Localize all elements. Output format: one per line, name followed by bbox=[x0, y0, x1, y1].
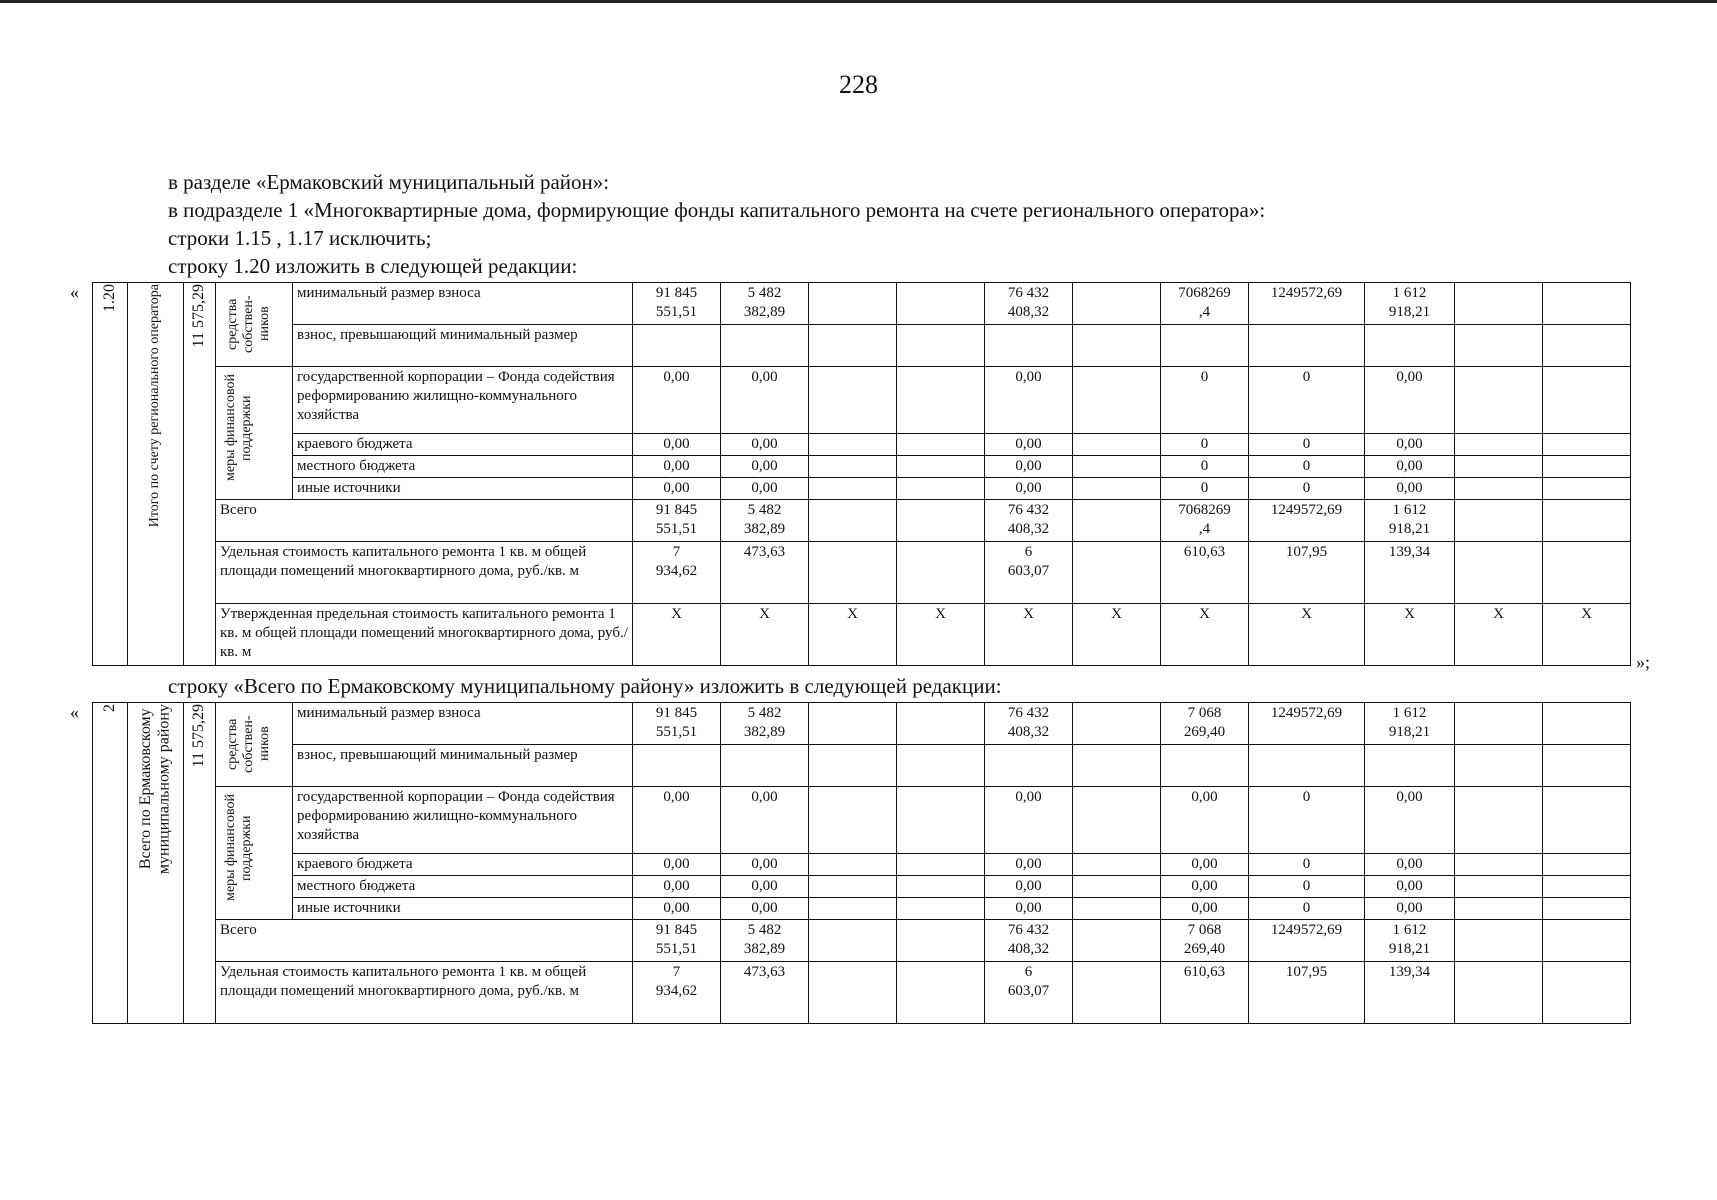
value-cell: 7068269 ,4 bbox=[1161, 283, 1249, 325]
value-cell: 0 bbox=[1249, 367, 1365, 434]
value-cell: 7 068 269,40 bbox=[1161, 920, 1249, 962]
value-cell bbox=[1249, 325, 1365, 367]
value-cell bbox=[1543, 962, 1631, 1024]
page-number: 228 bbox=[839, 70, 878, 99]
value-cell: 91 845 551,51 bbox=[633, 920, 721, 962]
value-cell bbox=[809, 787, 897, 854]
value-cell bbox=[897, 325, 985, 367]
value-cell bbox=[1455, 542, 1543, 604]
close-quote-1: »; bbox=[1636, 652, 1651, 672]
value-cell: 107,95 bbox=[1249, 962, 1365, 1024]
value-cell: 1 612 918,21 bbox=[1365, 703, 1455, 745]
value-cell bbox=[1073, 898, 1161, 920]
value-cell bbox=[1073, 367, 1161, 434]
value-cell: 91 845 551,51 bbox=[633, 703, 721, 745]
value-cell bbox=[1455, 456, 1543, 478]
value-cell bbox=[1543, 542, 1631, 604]
label-regional: краевого бюджета bbox=[293, 434, 633, 456]
intro-line-3: строки 1.15 , 1.17 исключить; bbox=[168, 226, 432, 250]
value-cell bbox=[809, 920, 897, 962]
value-cell bbox=[1073, 500, 1161, 542]
value-cell bbox=[897, 434, 985, 456]
value-cell bbox=[1073, 703, 1161, 745]
value-cell bbox=[1455, 283, 1543, 325]
value-cell: 76 432 408,32 bbox=[985, 283, 1073, 325]
value-cell bbox=[1455, 920, 1543, 962]
label-min-fee: минимальный размер взноса bbox=[293, 283, 633, 325]
value-cell: 0,00 bbox=[721, 456, 809, 478]
value-cell bbox=[985, 745, 1073, 787]
value-cell: 0,00 bbox=[633, 876, 721, 898]
value-cell bbox=[1543, 434, 1631, 456]
value-cell: 0,00 bbox=[1365, 456, 1455, 478]
value-cell bbox=[897, 854, 985, 876]
row-number: 2 bbox=[100, 704, 118, 712]
value-cell bbox=[1455, 325, 1543, 367]
value-cell: 1249572,69 bbox=[1249, 283, 1365, 325]
value-cell: 0 bbox=[1249, 876, 1365, 898]
value-cell: 139,34 bbox=[1365, 962, 1455, 1024]
value-cell bbox=[809, 962, 897, 1024]
value-cell: X bbox=[1543, 604, 1631, 666]
value-cell bbox=[633, 745, 721, 787]
value-cell bbox=[1543, 367, 1631, 434]
open-quote-1: « bbox=[70, 282, 79, 302]
value-cell bbox=[897, 962, 985, 1024]
value-cell: 1249572,69 bbox=[1249, 703, 1365, 745]
value-cell: 5 482 382,89 bbox=[721, 920, 809, 962]
value-cell bbox=[1543, 478, 1631, 500]
value-cell: 0,00 bbox=[1365, 876, 1455, 898]
value-cell: 107,95 bbox=[1249, 542, 1365, 604]
value-cell: 5 482 382,89 bbox=[721, 283, 809, 325]
value-cell: X bbox=[985, 604, 1073, 666]
label-state-corp: государственной корпорации – Фонда содействия реформированию жилищно-коммунального хозяйства bbox=[293, 787, 633, 854]
value-cell: 76 432 408,32 bbox=[985, 920, 1073, 962]
value-cell: 610,63 bbox=[1161, 542, 1249, 604]
value-cell bbox=[1543, 500, 1631, 542]
value-cell bbox=[1455, 367, 1543, 434]
value-cell bbox=[1543, 456, 1631, 478]
value-cell bbox=[1455, 703, 1543, 745]
label-over-min: взнос, превышающий минимальный размер bbox=[293, 745, 633, 787]
value-cell: 0,00 bbox=[633, 367, 721, 434]
value-cell: 0,00 bbox=[721, 898, 809, 920]
group-owners-label: средства собствен-ников bbox=[225, 715, 273, 773]
value-cell: 0 bbox=[1161, 434, 1249, 456]
value-cell bbox=[1161, 325, 1249, 367]
value-cell bbox=[1455, 898, 1543, 920]
row-number-cell bbox=[93, 703, 128, 1024]
value-cell: 0 bbox=[1249, 854, 1365, 876]
value-cell bbox=[897, 876, 985, 898]
value-cell: 7 068 269,40 bbox=[1161, 703, 1249, 745]
value-cell: 6 603,07 bbox=[985, 962, 1073, 1024]
value-cell: 7068269 ,4 bbox=[1161, 500, 1249, 542]
group-support-cell bbox=[216, 787, 293, 920]
value-cell bbox=[1073, 876, 1161, 898]
value-cell bbox=[1455, 500, 1543, 542]
value-cell: 0 bbox=[1249, 478, 1365, 500]
value-cell: 0,00 bbox=[1161, 876, 1249, 898]
group-support-label: меры финансовой поддержки bbox=[223, 374, 255, 482]
value-cell: 0 bbox=[1249, 434, 1365, 456]
label-other: иные источники bbox=[293, 898, 633, 920]
value-cell: 0,00 bbox=[985, 787, 1073, 854]
value-cell: 0,00 bbox=[633, 787, 721, 854]
value-cell bbox=[1543, 854, 1631, 876]
group-owners-cell bbox=[216, 703, 293, 787]
value-cell: 5 482 382,89 bbox=[721, 703, 809, 745]
value-cell bbox=[1543, 787, 1631, 854]
value-cell bbox=[1543, 745, 1631, 787]
scan-top-border bbox=[0, 0, 1717, 3]
label-over-min: взнос, превышающий минимальный размер bbox=[293, 325, 633, 367]
intro-line-2: в подразделе 1 «Многоквартирные дома, формирующие фонды капитального ремонта на счете регионального оператора»: bbox=[168, 198, 1266, 222]
label-local: местного бюджета bbox=[293, 876, 633, 898]
value-cell bbox=[809, 745, 897, 787]
value-cell: 6 603,07 bbox=[985, 542, 1073, 604]
value-cell: 0,00 bbox=[985, 478, 1073, 500]
value-cell bbox=[1455, 787, 1543, 854]
value-cell bbox=[809, 703, 897, 745]
value-cell bbox=[1455, 876, 1543, 898]
row-name-cell bbox=[128, 283, 184, 666]
label-state-corp: государственной корпорации – Фонда содействия реформированию жилищно-коммунального хозяйства bbox=[293, 367, 633, 434]
value-cell bbox=[1073, 745, 1161, 787]
value-cell: 0,00 bbox=[721, 854, 809, 876]
value-cell: X bbox=[1365, 604, 1455, 666]
value-cell: X bbox=[721, 604, 809, 666]
value-cell: 0,00 bbox=[985, 898, 1073, 920]
value-cell bbox=[1455, 854, 1543, 876]
value-cell bbox=[897, 283, 985, 325]
group-owners-cell bbox=[216, 283, 293, 367]
value-cell: 0,00 bbox=[1161, 854, 1249, 876]
value-cell: 76 432 408,32 bbox=[985, 703, 1073, 745]
value-cell bbox=[809, 898, 897, 920]
value-cell: 76 432 408,32 bbox=[985, 500, 1073, 542]
value-cell: 0,00 bbox=[985, 367, 1073, 434]
total-area: 11 575,29 bbox=[190, 704, 208, 768]
value-cell: X bbox=[1455, 604, 1543, 666]
value-cell bbox=[1073, 920, 1161, 962]
value-cell bbox=[897, 542, 985, 604]
value-cell: 0,00 bbox=[1365, 367, 1455, 434]
value-cell: 1 612 918,21 bbox=[1365, 920, 1455, 962]
value-cell: 7 934,62 bbox=[633, 542, 721, 604]
value-cell: 0,00 bbox=[633, 478, 721, 500]
value-cell bbox=[1161, 745, 1249, 787]
value-cell bbox=[1073, 456, 1161, 478]
value-cell: 1 612 918,21 bbox=[1365, 500, 1455, 542]
value-cell bbox=[809, 367, 897, 434]
value-cell bbox=[1365, 745, 1455, 787]
area-cell bbox=[184, 283, 216, 666]
value-cell bbox=[809, 325, 897, 367]
value-cell bbox=[809, 854, 897, 876]
value-cell bbox=[1543, 283, 1631, 325]
value-cell: X bbox=[1073, 604, 1161, 666]
value-cell bbox=[897, 456, 985, 478]
value-cell bbox=[1543, 920, 1631, 962]
value-cell bbox=[809, 542, 897, 604]
value-cell: 473,63 bbox=[721, 962, 809, 1024]
label-total: Всего bbox=[216, 920, 633, 962]
value-cell bbox=[897, 898, 985, 920]
value-cell: 1249572,69 bbox=[1249, 920, 1365, 962]
label-total: Всего bbox=[216, 500, 633, 542]
value-cell bbox=[897, 478, 985, 500]
value-cell bbox=[1073, 854, 1161, 876]
value-cell: 473,63 bbox=[721, 542, 809, 604]
value-cell bbox=[1455, 434, 1543, 456]
value-cell bbox=[633, 325, 721, 367]
value-cell: 5 482 382,89 bbox=[721, 500, 809, 542]
value-cell: 0,00 bbox=[721, 478, 809, 500]
label-min-fee: минимальный размер взноса bbox=[293, 703, 633, 745]
value-cell: 0 bbox=[1249, 787, 1365, 854]
value-cell: 0,00 bbox=[985, 456, 1073, 478]
value-cell: 0,00 bbox=[633, 854, 721, 876]
value-cell: 0,00 bbox=[985, 854, 1073, 876]
value-cell: 0,00 bbox=[1161, 787, 1249, 854]
value-cell: 0,00 bbox=[633, 434, 721, 456]
value-cell bbox=[1543, 325, 1631, 367]
value-cell bbox=[809, 876, 897, 898]
value-cell bbox=[809, 478, 897, 500]
value-cell bbox=[809, 456, 897, 478]
row-name: Итого по счету регионального оператора bbox=[147, 284, 163, 528]
value-cell: 139,34 bbox=[1365, 542, 1455, 604]
value-cell: 0,00 bbox=[1365, 434, 1455, 456]
value-cell: 0,00 bbox=[1161, 898, 1249, 920]
value-cell bbox=[897, 745, 985, 787]
value-cell bbox=[897, 703, 985, 745]
value-cell bbox=[1249, 745, 1365, 787]
value-cell bbox=[1073, 962, 1161, 1024]
label-other: иные источники bbox=[293, 478, 633, 500]
value-cell bbox=[809, 434, 897, 456]
value-cell: 0 bbox=[1249, 456, 1365, 478]
value-cell bbox=[1365, 325, 1455, 367]
label-unit-cost: Удельная стоимость капитального ремонта 1 кв. м общей площади помещений многоквартирного дома, руб./кв. м bbox=[216, 542, 633, 604]
group-owners-label: средства собствен-ников bbox=[225, 295, 273, 353]
value-cell: 0 bbox=[1161, 456, 1249, 478]
value-cell: X bbox=[809, 604, 897, 666]
value-cell: X bbox=[1249, 604, 1365, 666]
group-support-cell bbox=[216, 367, 293, 500]
group-support-label: меры финансовой поддержки bbox=[223, 794, 255, 902]
value-cell: 0,00 bbox=[985, 876, 1073, 898]
value-cell bbox=[897, 920, 985, 962]
row-number-cell bbox=[93, 283, 128, 666]
value-cell: 1249572,69 bbox=[1249, 500, 1365, 542]
value-cell bbox=[897, 367, 985, 434]
intro-line-4: строку 1.20 изложить в следующей редакции: bbox=[168, 254, 578, 278]
row-name-line-1: Всего по Ермаковскому bbox=[137, 708, 155, 870]
value-cell: 0,00 bbox=[1365, 854, 1455, 876]
open-quote-2: « bbox=[70, 702, 79, 722]
value-cell: 1 612 918,21 bbox=[1365, 283, 1455, 325]
value-cell bbox=[1073, 787, 1161, 854]
table-row-total bbox=[92, 702, 1631, 1024]
value-cell: 91 845 551,51 bbox=[633, 500, 721, 542]
value-cell: 0,00 bbox=[721, 367, 809, 434]
value-cell: 610,63 bbox=[1161, 962, 1249, 1024]
label-approved: Утвержденная предельная стоимость капитального ремонта 1 кв. м общей площади помещений многоквартирного дома, руб./кв. м bbox=[216, 604, 633, 666]
value-cell bbox=[809, 500, 897, 542]
value-cell bbox=[1073, 434, 1161, 456]
label-unit-cost: Удельная стоимость капитального ремонта 1 кв. м общей площади помещений многоквартирного дома, руб./кв. м bbox=[216, 962, 633, 1024]
value-cell: 91 845 551,51 bbox=[633, 283, 721, 325]
value-cell: X bbox=[633, 604, 721, 666]
value-cell bbox=[1073, 325, 1161, 367]
label-regional: краевого бюджета bbox=[293, 854, 633, 876]
value-cell: 0,00 bbox=[633, 898, 721, 920]
value-cell: 0,00 bbox=[1365, 787, 1455, 854]
value-cell bbox=[897, 787, 985, 854]
row-name-line-2: муниципальному району bbox=[155, 704, 173, 875]
value-cell bbox=[1543, 876, 1631, 898]
row-number: 1.20 bbox=[100, 284, 118, 312]
value-cell bbox=[721, 325, 809, 367]
value-cell bbox=[1073, 542, 1161, 604]
value-cell: X bbox=[897, 604, 985, 666]
area-cell bbox=[184, 703, 216, 1024]
value-cell bbox=[809, 283, 897, 325]
value-cell bbox=[1455, 745, 1543, 787]
row-name bbox=[137, 704, 174, 874]
value-cell bbox=[985, 325, 1073, 367]
value-cell: 0,00 bbox=[985, 434, 1073, 456]
value-cell: 0 bbox=[1161, 367, 1249, 434]
row-name-cell bbox=[128, 703, 184, 1024]
value-cell: 7 934,62 bbox=[633, 962, 721, 1024]
between-line: строку «Всего по Ермаковскому муниципальному району» изложить в следующей редакции: bbox=[168, 674, 1002, 698]
value-cell bbox=[1543, 898, 1631, 920]
label-local: местного бюджета bbox=[293, 456, 633, 478]
value-cell bbox=[1455, 478, 1543, 500]
total-area: 11 575,29 bbox=[190, 284, 208, 348]
value-cell bbox=[1073, 283, 1161, 325]
value-cell: X bbox=[1161, 604, 1249, 666]
value-cell: 0,00 bbox=[1365, 478, 1455, 500]
value-cell: 0,00 bbox=[1365, 898, 1455, 920]
value-cell: 0,00 bbox=[633, 456, 721, 478]
value-cell: 0,00 bbox=[721, 876, 809, 898]
value-cell: 0 bbox=[1161, 478, 1249, 500]
intro-line-1: в разделе «Ермаковский муниципальный район»: bbox=[168, 170, 610, 194]
value-cell bbox=[721, 745, 809, 787]
value-cell bbox=[1073, 478, 1161, 500]
value-cell bbox=[1455, 962, 1543, 1024]
value-cell bbox=[1543, 703, 1631, 745]
value-cell: 0,00 bbox=[721, 787, 809, 854]
value-cell: 0 bbox=[1249, 898, 1365, 920]
table-row-1-20 bbox=[92, 282, 1631, 666]
value-cell bbox=[897, 500, 985, 542]
value-cell: 0,00 bbox=[721, 434, 809, 456]
